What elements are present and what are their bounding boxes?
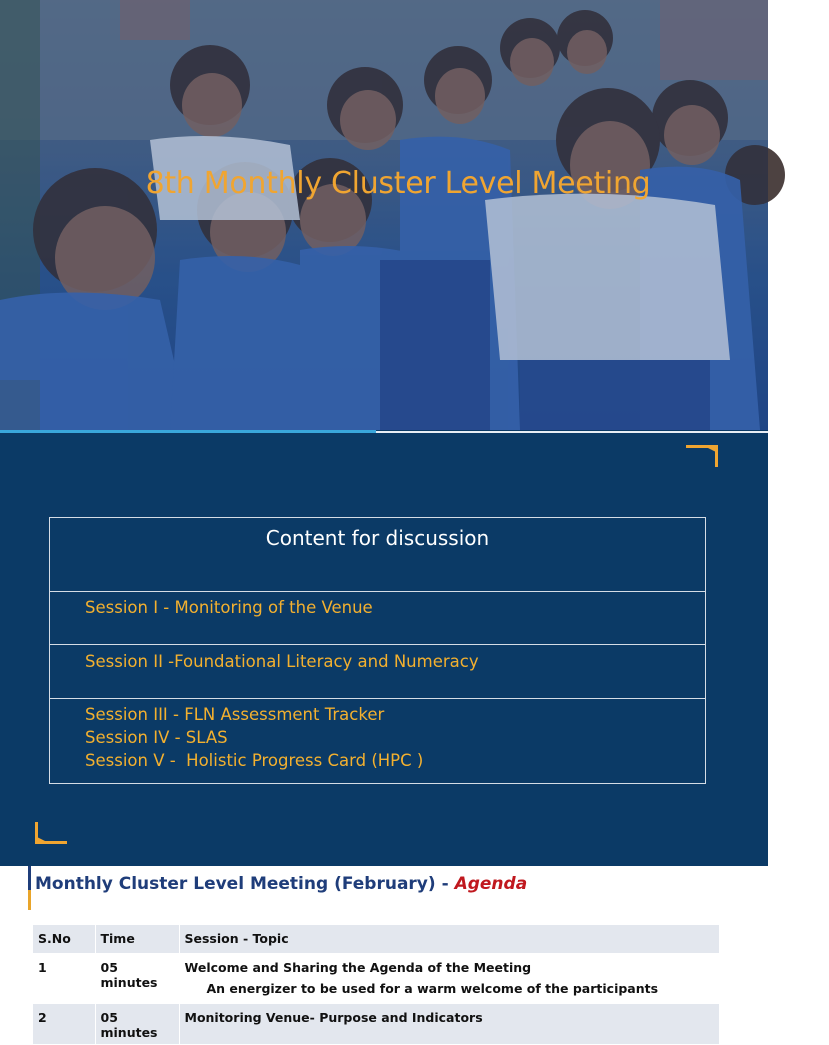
content-row-divider bbox=[50, 591, 705, 592]
session-item: Session III - FLN Assessment Tracker bbox=[85, 705, 385, 724]
divider-light bbox=[376, 431, 768, 433]
heading-accent-bar-top bbox=[28, 866, 31, 890]
content-heading: Content for discussion bbox=[265, 526, 490, 550]
cell-sno: 2 bbox=[33, 1003, 95, 1044]
cell-topic bbox=[179, 953, 720, 1003]
subtopic-text: An energizer to be used for a warm welcome of the participants bbox=[206, 980, 659, 996]
table-row bbox=[33, 1003, 720, 1044]
cell-time: 05 minutes bbox=[95, 953, 179, 1003]
content-row-divider bbox=[50, 698, 705, 699]
table-header-row bbox=[33, 925, 720, 953]
corner-bracket-icon bbox=[33, 820, 67, 848]
agenda-heading bbox=[35, 874, 527, 894]
cell-time: 05 minutes bbox=[95, 1003, 179, 1044]
session-item: Session IV - SLAS bbox=[85, 728, 228, 747]
agenda-heading-text: Monthly Cluster Level Meeting (February) - bbox=[35, 874, 455, 894]
meeting-title: 8th Monthly Cluster Level Meeting bbox=[145, 166, 651, 201]
slide-agenda bbox=[0, 866, 768, 1040]
cell-sno: 1 bbox=[33, 953, 95, 1003]
header-sno: S.No bbox=[33, 925, 95, 953]
session-item: Session I - Monitoring of the Venue bbox=[85, 598, 373, 617]
cell-topic: Monitoring Venue- Purpose and Indicators bbox=[179, 1003, 720, 1044]
photo-tint-overlay bbox=[0, 0, 768, 430]
header-time: Time bbox=[95, 925, 179, 953]
agenda-table bbox=[33, 925, 720, 1045]
corner-bracket-icon bbox=[686, 441, 720, 469]
session-item: Session V - Holistic Progress Card (HPC ) bbox=[85, 751, 424, 770]
topic-text: Welcome and Sharing the Agenda of the Meeting bbox=[184, 959, 532, 975]
content-row-divider bbox=[50, 644, 705, 645]
agenda-heading-highlight: Agenda bbox=[454, 874, 528, 894]
children-photo bbox=[0, 0, 768, 430]
session-item: Session II -Foundational Literacy and Numeracy bbox=[85, 652, 479, 671]
content-table bbox=[49, 517, 706, 784]
table-row bbox=[33, 953, 720, 1003]
header-topic: Session - Topic bbox=[179, 925, 720, 953]
divider-accent bbox=[0, 430, 376, 433]
